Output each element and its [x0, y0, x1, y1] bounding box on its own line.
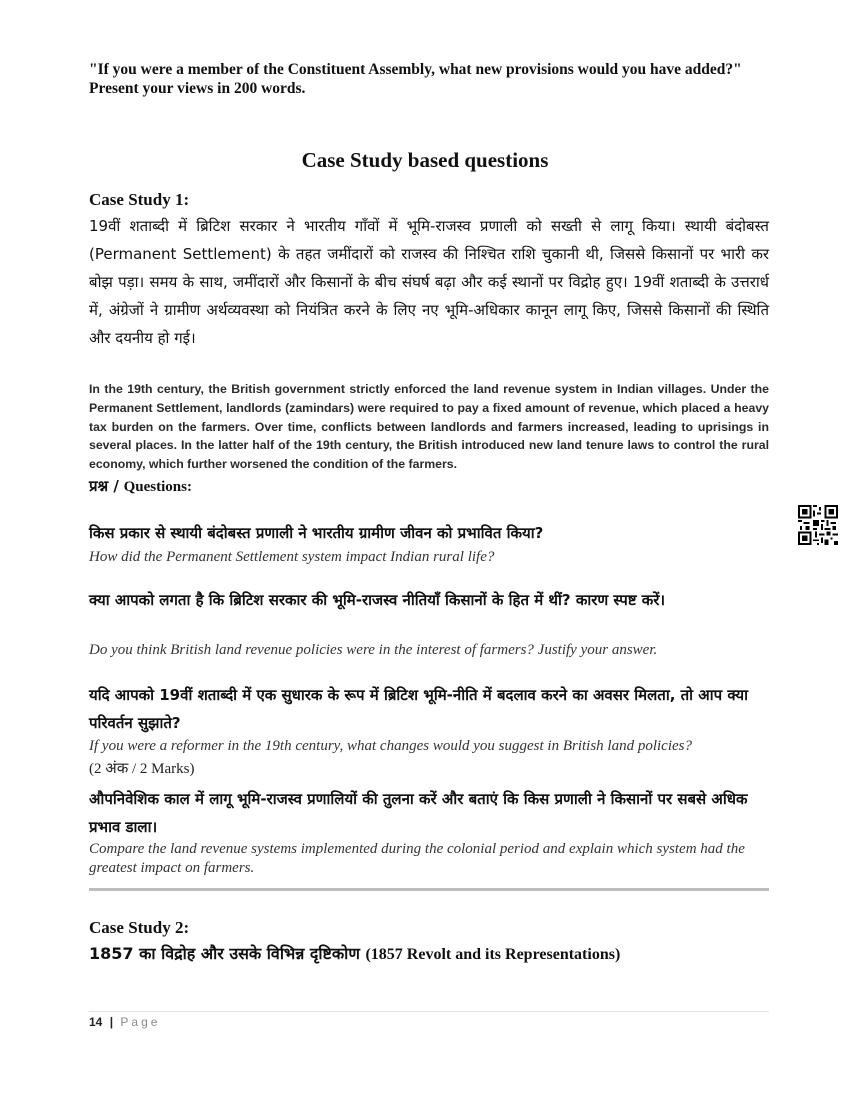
question-3-hindi: यदि आपको 19वीं शताब्दी में एक सुधारक के रूप में ब्रिटिश भूमि-नीति में बदलाव करने का अवसर मिलता, तो आप क्या परिवर्तन सुझाते? [89, 686, 748, 732]
qr-code-icon[interactable] [798, 505, 838, 545]
questions-label [89, 476, 192, 496]
section-title: Case Study based questions [301, 148, 549, 172]
question-4-hindi: औपनिवेशिक काल में लागू भूमि-राजस्व प्रणालियों की तुलना करें और बताएं कि किस प्रणाली ने किसानों पर सबसे अधिक प्रभाव डाला। [89, 790, 748, 836]
questions-label-hi: प्रश्न / [89, 477, 119, 495]
question-4-english: Compare the land revenue systems implemented during the colonial period and explain which system had the greatest impact on farmers. [89, 841, 745, 876]
case-study-1-english-passage: In the 19th century, the British government strictly enforced the land revenue system in Indian villages. Under the Permanent Settlement, landlords (zamindars) were required to pay a fixed amount of revenue, which placed a heavy tax burden on the farmers. Over time, conflicts between landlords and farmers increased, leading to uprisings in several places. In the latter half of the 19th century, the British introduced new land tenure laws to control the rural economy, which further worsened the condition of the farmers. [89, 382, 769, 472]
case-study-2-heading: Case Study 2: [89, 918, 190, 937]
page-number: 14 [89, 1015, 103, 1029]
case-study-2-title [89, 942, 620, 964]
footer-rule [89, 1011, 769, 1012]
case-study-2-title-en: (1857 Revolt and its Representations) [365, 946, 621, 963]
page-label: Page [120, 1015, 161, 1029]
page-footer [89, 1015, 160, 1029]
question-3-english: If you were a reformer in the 19th century, what changes would you suggest in British land policies? [89, 738, 692, 754]
question-3-marks: (2 अंक / 2 Marks) [89, 761, 195, 777]
case-study-1-heading: Case Study 1: [89, 190, 190, 209]
question-2-hindi: क्या आपको लगता है कि ब्रिटिश सरकार की भूमि-राजस्व नीतियाँ किसानों के हित में थीं? कारण स्पष्ट करें। [89, 591, 666, 609]
question-1-hindi: किस प्रकार से स्थायी बंदोबस्त प्रणाली ने भारतीय ग्रामीण जीवन को प्रभावित किया? [89, 524, 544, 542]
question-2-english: Do you think British land revenue policies were in the interest of farmers? Justify your answer. [89, 642, 658, 658]
case-study-1-hindi-passage: 19वीं शताब्दी में ब्रिटिश सरकार ने भारतीय गाँवों में भूमि-राजस्व प्रणाली को सख्ती से लागू किया। स्थायी बंदोबस्त (Permanent Settlement) के तहत जमींदारों को राजस्व की निश्चित राशि चुकानी थी, जिससे किसानों पर भारी कर बोझ पड़ा। समय के साथ, जमींदारों और किसानों के बीच संघर्ष बढ़ा और कई स्थानों पर विद्रोह हुए। 19वीं शताब्दी के उत्तरार्ध में, अंग्रेजों ने ग्रामीण अर्थव्यवस्था को नियंत्रित करने के लिए नए भूमि-अधिकार कानून लागू किए, जिससे किसानों की स्थिति और दयनीय हो गई। [89, 217, 769, 347]
intro-prompt: "If you were a member of the Constituent Assembly, what new provisions would you have added?" Present your views in 200 words. [89, 61, 742, 97]
question-1-english: How did the Permanent Settlement system impact Indian rural life? [89, 549, 495, 565]
section-divider [89, 888, 769, 891]
case-study-2-title-hi: 1857 का विद्रोह और उसके विभिन्न दृष्टिकोण [89, 944, 360, 963]
questions-label-en: Questions: [123, 479, 192, 495]
footer-separator: | [109, 1015, 114, 1029]
